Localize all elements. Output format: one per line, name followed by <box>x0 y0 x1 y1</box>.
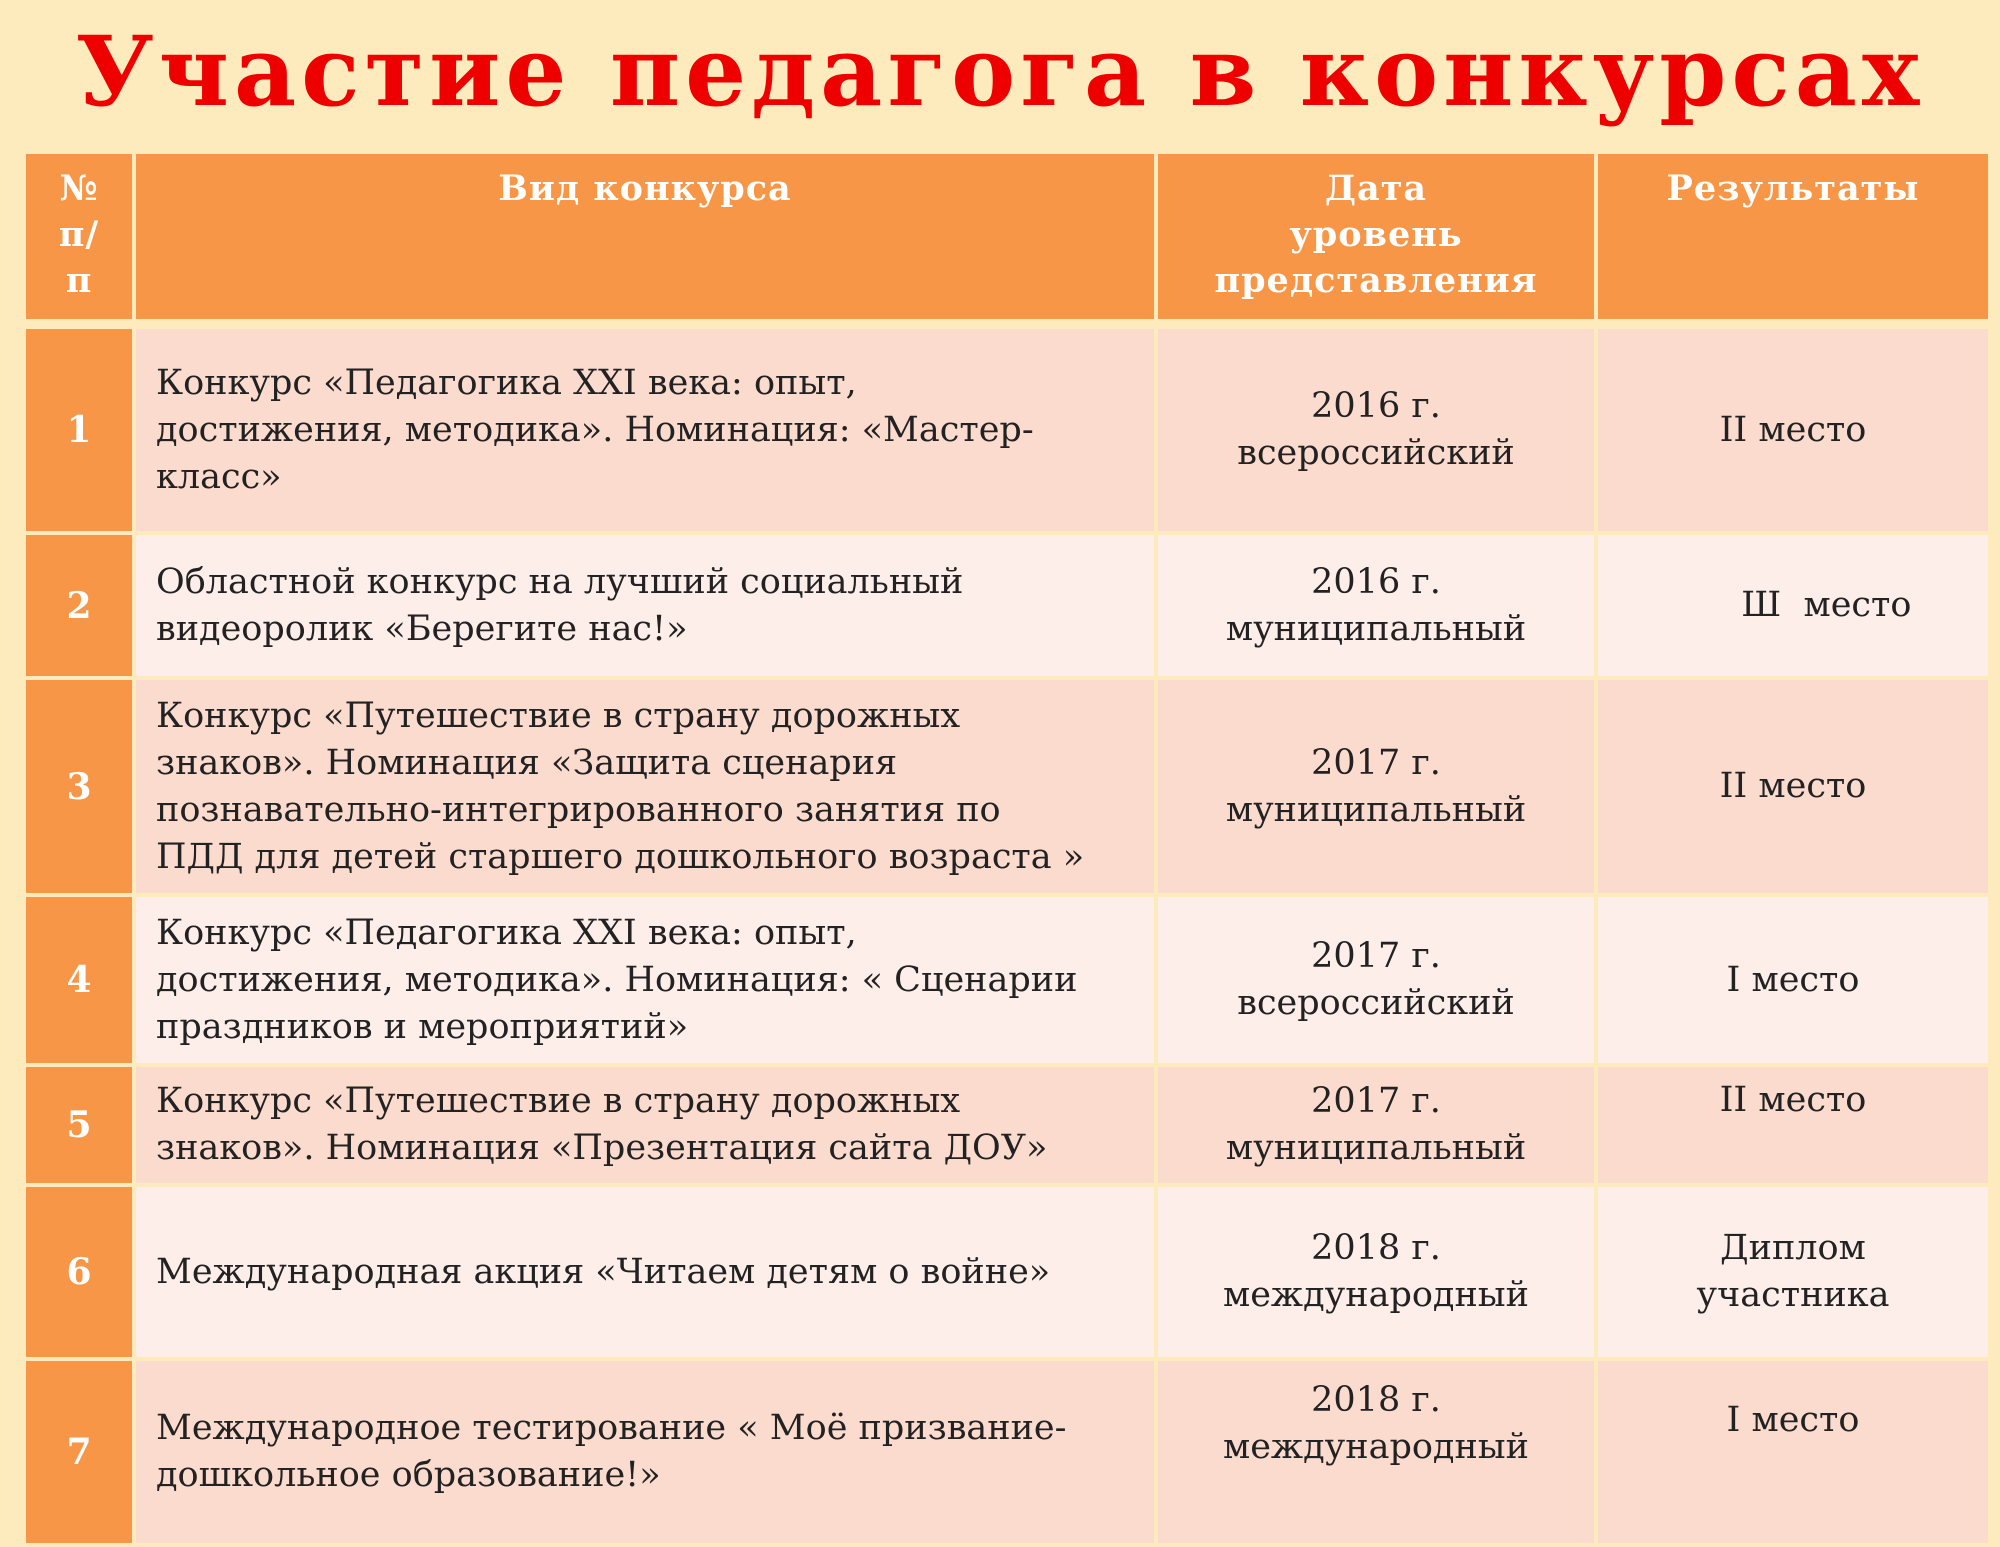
contest-name: Конкурс «Путешествие в страну дорожных знаков». Номинация «Презентация сайта ДОУ» <box>136 1067 1154 1183</box>
header-results: Результаты <box>1598 154 1988 319</box>
table-header-row <box>26 154 1988 319</box>
contest-date-level: 2017 г. всероссийский <box>1158 897 1594 1063</box>
contest-name: Международное тестирование « Моё призвание- дошкольное образование!» <box>136 1361 1154 1543</box>
table-row <box>26 897 1988 1063</box>
row-number: 3 <box>26 680 132 893</box>
table-row <box>26 329 1988 531</box>
table-row <box>26 535 1988 676</box>
contest-result: II место <box>1598 1067 1988 1183</box>
header-number: № п/ п <box>26 154 132 319</box>
row-number: 4 <box>26 897 132 1063</box>
contest-date-level: 2018 г. международный <box>1158 1361 1594 1543</box>
table-row <box>26 1067 1988 1183</box>
contest-name: Конкурс «Педагогика XXI века: опыт, достижения, методика». Номинация: « Сценарии праздников и мероприятий» <box>136 897 1154 1063</box>
page-title: Участие педагога в конкурсах <box>75 15 1925 128</box>
contest-date-level: 2017 г. муниципальный <box>1158 680 1594 893</box>
row-number: 2 <box>26 535 132 676</box>
contest-name: Областной конкурс на лучший социальный видеоролик «Берегите нас!» <box>136 535 1154 676</box>
header-contest-type: Вид конкурса <box>136 154 1154 319</box>
table-row <box>26 1361 1988 1543</box>
table-row <box>26 1187 1988 1357</box>
contest-result: II место <box>1598 329 1988 531</box>
contest-date-level: 2016 г. всероссийский <box>1158 329 1594 531</box>
contest-date-level: 2016 г. муниципальный <box>1158 535 1594 676</box>
row-number: 5 <box>26 1067 132 1183</box>
contest-result: I место <box>1598 897 1988 1063</box>
row-number: 6 <box>26 1187 132 1357</box>
header-date-level: Дата уровень представления <box>1158 154 1594 319</box>
contest-result: Ш место <box>1598 535 1988 676</box>
row-number: 7 <box>26 1361 132 1543</box>
contest-result: I место <box>1598 1361 1988 1543</box>
contest-name: Конкурс «Путешествие в страну дорожных знаков». Номинация «Защита сценария познавательно-интегрированного занятия по ПДД для детей старшего дошкольного возраста » <box>136 680 1154 893</box>
contest-name: Международная акция «Читаем детям о войне» <box>136 1187 1154 1357</box>
contest-date-level: 2018 г. международный <box>1158 1187 1594 1357</box>
contest-result: Диплом участника <box>1598 1187 1988 1357</box>
row-number: 1 <box>26 329 132 531</box>
contest-name: Конкурс «Педагогика XXI века: опыт, достижения, методика». Номинация: «Мастер- класс» <box>136 329 1154 531</box>
contest-date-level: 2017 г. муниципальный <box>1158 1067 1594 1183</box>
table-row <box>26 680 1988 893</box>
contest-result: II место <box>1598 680 1988 893</box>
contests-table <box>22 150 1992 1547</box>
